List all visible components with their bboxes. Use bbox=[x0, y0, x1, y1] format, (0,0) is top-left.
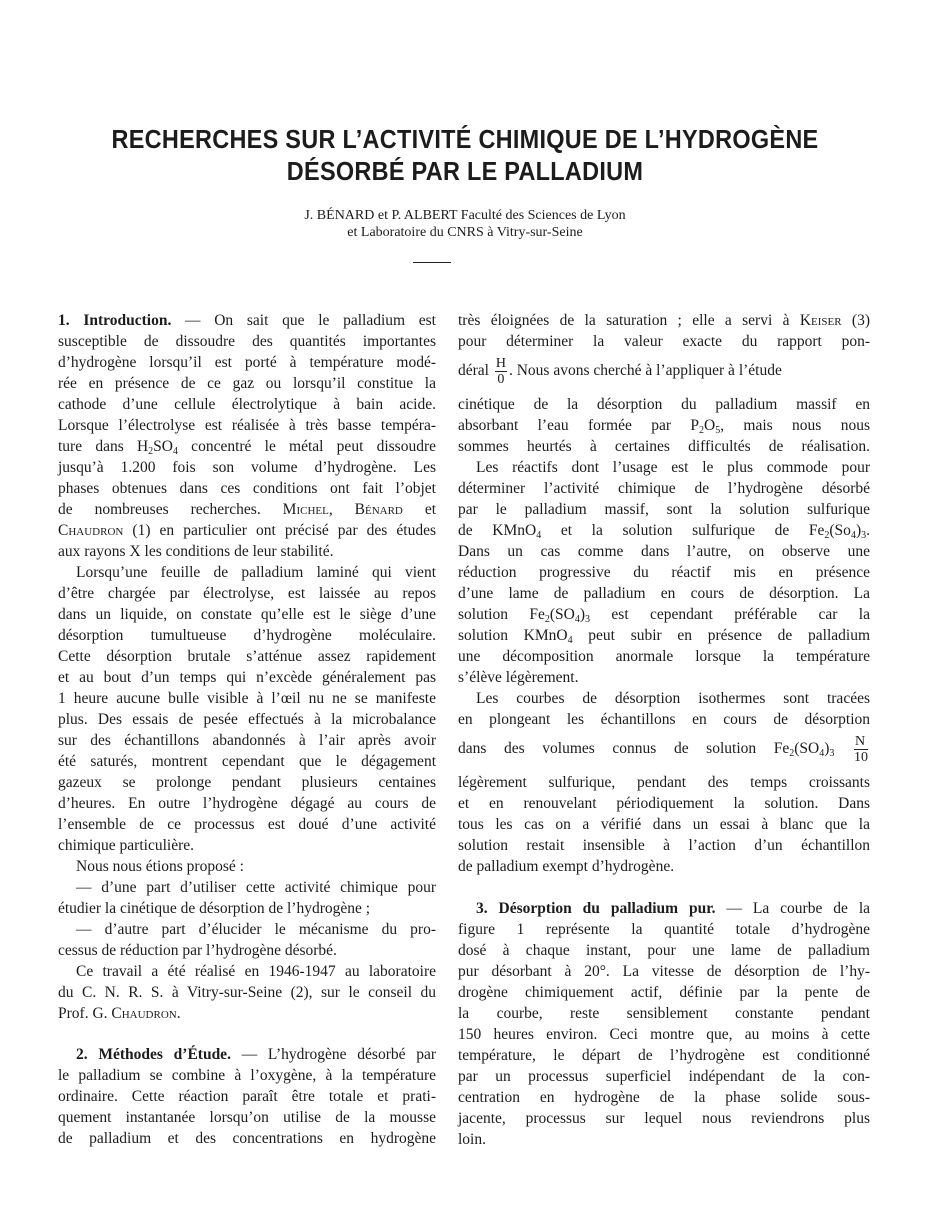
text-line: pour déterminer la valeur exacte du rapport pon- bbox=[458, 333, 870, 350]
text-line: 1 heure aucune bulle visible à l’œil nu ne se manifeste bbox=[58, 690, 436, 707]
title-separator-rule bbox=[413, 262, 451, 263]
text-line: ordinaire. Cette réaction paraît être totale et prati- bbox=[58, 1088, 436, 1105]
text-line: dosé à chaque instant, pour une lame de palladium bbox=[458, 942, 870, 959]
text-line: et en renouvelant périodiquement la solution. Dans bbox=[458, 795, 870, 812]
text-line: en plongeant les échantillons en cours de désorption bbox=[458, 711, 870, 728]
text-line: pur désorbant à 20°. La vitesse de désorption de l’hy- bbox=[458, 963, 870, 980]
authors-affiliation-line-1: J. BÉNARD et P. ALBERT Faculté des Sciences de Lyon bbox=[304, 208, 626, 223]
text-line: sommes heurtés à certaines difficultés de réalisation. bbox=[458, 438, 870, 455]
reference-marker: (1) bbox=[132, 522, 151, 539]
text-line: figure 1 représente la quantité totale d’hydrogène bbox=[458, 921, 870, 938]
text-line: d’heures. En outre l’hydrogène dégagé au cours de bbox=[58, 795, 436, 812]
text-line: Lorsque l’électrolyse est réalisée à très basse tempéra- bbox=[58, 417, 436, 434]
text-line: rée en présence de ce gaz ou lorsqu’il constitue la bbox=[58, 375, 436, 392]
text-line: 3. Désorption du palladium pur. — La courbe de la bbox=[476, 900, 871, 917]
text-line: Ce travail a été réalisé en 1946-1947 au laboratoire bbox=[76, 963, 436, 980]
text-line: une décomposition anormale lorsque la température bbox=[458, 648, 870, 665]
text-line: solution KMnO$_4$ peut subir en présence de palladium bbox=[458, 627, 870, 646]
text-line: Cette désorption brutale s’atténue assez rapidement bbox=[58, 648, 436, 665]
text-line: température, le départ de l’hydrogène est conditionné bbox=[458, 1047, 870, 1064]
article-title-line-2: DÉSORBÉ PAR LE PALLADIUM bbox=[286, 158, 644, 186]
text-line: absorbant l’eau formée par $P_2O_5$, mais nous nous bbox=[458, 417, 870, 436]
text-line: 150 heures environ. Ceci montre que, au moins à cette bbox=[458, 1026, 870, 1043]
text-line: 1. Introduction. — On sait que le palladium est bbox=[58, 312, 436, 329]
section-heading-introduction: 1. Introduction. bbox=[58, 312, 172, 329]
text-line: centration en hydrogène de la phase solide sous- bbox=[458, 1089, 870, 1106]
text-line: — d’autre part d’élucider le mécanisme du pro- bbox=[76, 921, 436, 938]
text-line: cinétique de la désorption du palladium massif en bbox=[458, 396, 870, 413]
text-line: solution $Fe_2(SO_4)_3$ est cependant préférable car la bbox=[458, 606, 870, 625]
text-line: 2. Méthodes d’Étude. — L’hydrogène désorbé par bbox=[76, 1046, 437, 1063]
text-line: par le palladium massif, sont la solution sulfurique bbox=[458, 501, 870, 518]
text-line: Chaudron (1) en particulier ont précisé par des études bbox=[58, 522, 436, 539]
text-line: du C. N. R. S. à Vitry-sur-Seine (2), sur le conseil du bbox=[58, 984, 436, 1001]
text-line: chimique particulière. bbox=[58, 837, 194, 854]
section-heading-desorption: 3. Désorption du palladium pur. bbox=[476, 900, 716, 917]
text-line: ture dans $H_2SO_4$ concentré le métal peut dissoudre bbox=[58, 438, 437, 457]
text-line: de palladium et des concentrations en hydrogène bbox=[58, 1130, 436, 1147]
text-line: Lorsqu’une feuille de palladium laminé qui vient bbox=[76, 564, 436, 581]
text-line: de KMnO$_4$ et la solution sulfurique de $Fe_2(So_4)_3$. bbox=[458, 522, 870, 541]
text-line: — d’une part d’utiliser cette activité chimique pour bbox=[76, 879, 436, 896]
fraction-h-over-o: $\frac{H}{0}$ bbox=[495, 356, 506, 387]
text-line: étudier la cinétique de désorption de l’hydrogène ; bbox=[58, 900, 371, 917]
text-line: tous les cas on a vérifié dans un essai à blanc que la bbox=[458, 816, 870, 833]
cited-author: Chaudron bbox=[111, 1005, 177, 1022]
section-heading-methodes: 2. Méthodes d’Étude. bbox=[76, 1046, 231, 1063]
text-line: dans un liquide, on constate qu’elle est le siège d’une bbox=[58, 606, 436, 623]
text-line: d’être chargée par électrolyse, est laissée au repos bbox=[58, 585, 436, 602]
text-line: d’hydrogène lorsqu’il est porté à température modé- bbox=[58, 354, 436, 371]
text-line: la courbe, reste sensiblement constante pendant bbox=[458, 1005, 870, 1022]
text-line: Dans un cas comme dans l’autre, on observe une bbox=[458, 543, 870, 560]
text-line: sur des échantillons abandonnés à l’air après avoir bbox=[58, 732, 436, 749]
cited-authors: Michel, Bénard bbox=[282, 501, 403, 518]
text-line: susceptible de dissoudre des quantités importantes bbox=[58, 333, 436, 350]
text-line: plus. Des essais de pesée effectués à la microbalance bbox=[58, 711, 436, 728]
text-line: dans des volumes connus de solution $Fe_2(SO_4)_3$ $\frac{N}{10}$ bbox=[458, 733, 868, 765]
text-line: et au bout d’un temps qui n’excède généralement pas bbox=[58, 669, 436, 686]
text-line: d’une lame de palladium en cours de désorption. La bbox=[458, 585, 870, 602]
text-line: gazeux se prolonge pendant plusieurs centaines bbox=[58, 774, 436, 791]
text-line: très éloignées de la saturation ; elle a servi à Keiser (3) bbox=[458, 312, 870, 329]
text-line: quement instantanée lorsqu’on utilise de la mousse bbox=[58, 1109, 436, 1126]
text-line: loin. bbox=[458, 1131, 486, 1148]
cited-author: Keiser bbox=[799, 312, 842, 329]
text-line: l’ensemble de ce processus est doué d’une activité bbox=[58, 816, 436, 833]
text-line: le palladium se combine à l’oxygène, à la température bbox=[58, 1067, 436, 1084]
fraction-n-over-10: $\frac{N}{10}$ bbox=[854, 733, 868, 765]
text-line: Prof. G. Chaudron. bbox=[58, 1005, 181, 1022]
text-line: Les réactifs dont l’usage est le plus commode pour bbox=[476, 459, 870, 476]
text-line: cathode d’une cellule électrolytique à bain acide. bbox=[58, 396, 436, 413]
cited-author: Chaudron bbox=[58, 522, 124, 539]
text-line: Les courbes de désorption isothermes sont tracées bbox=[476, 690, 870, 707]
authors-affiliation-line-2: et Laboratoire du CNRS à Vitry-sur-Seine bbox=[347, 225, 583, 240]
text-line: de nombreuses recherches. Michel, Bénard et bbox=[58, 501, 437, 518]
text-line: s’élève légèrement. bbox=[458, 669, 579, 686]
article-title-line-1: RECHERCHES SUR L’ACTIVITÉ CHIMIQUE DE L’HYDROGÈNE bbox=[111, 126, 819, 154]
text-line: Nous nous étions proposé : bbox=[76, 858, 244, 875]
text-line: réduction progressive du réactif mis en présence bbox=[458, 564, 870, 581]
text-line: désorption tumultueuse d’hydrogène moléculaire. bbox=[58, 627, 436, 644]
text-line: par un processus superficiel indépendant de la con- bbox=[458, 1068, 870, 1085]
text-line: jusqu’à 1.200 fois son volume d’hydrogène. Les bbox=[58, 459, 436, 476]
text-line: de palladium exempt d’hydrogène. bbox=[458, 858, 675, 875]
text-line: solution restait insensible à l’action d’un échantillon bbox=[458, 837, 870, 854]
text-line: aux rayons X les conditions de leur stabilité. bbox=[58, 543, 334, 560]
text-line: phases obtenues dans ces conditions ont fait l’objet bbox=[58, 480, 436, 497]
reference-marker: (3) bbox=[851, 312, 870, 329]
text-line: été saturés, montrent cependant que le dégagement bbox=[58, 753, 436, 770]
text-line: déral $\frac{H}{0}$ . Nous avons cherché à l’appliquer à l’étude bbox=[458, 356, 782, 387]
text-line: jacente, processus sur lequel nous reviendrons plus bbox=[458, 1110, 870, 1127]
text-line: drogène chimiquement actif, définie par la pente de bbox=[458, 984, 870, 1001]
text-line: déterminer l’activité chimique de l’hydrogène désorbé bbox=[458, 480, 870, 497]
text-line: légèrement sulfurique, pendant des temps croissants bbox=[458, 774, 870, 791]
text-line: cessus de réduction par l’hydrogène désorbé. bbox=[58, 942, 337, 959]
